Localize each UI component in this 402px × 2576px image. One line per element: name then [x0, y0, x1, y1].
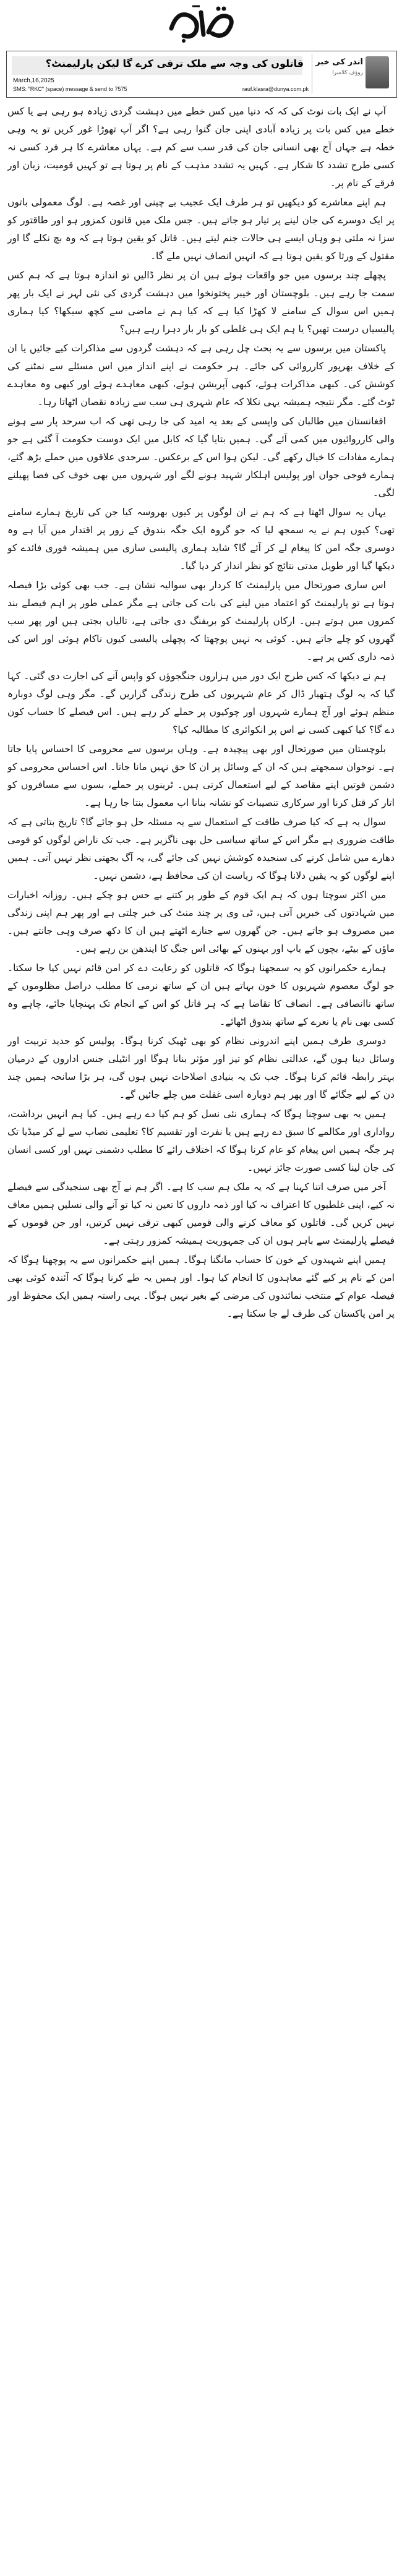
article-paragraph: اس ساری صورتحال میں پارلیمنٹ کا کردار بھی سوالیہ نشان ہے۔ جب بھی کوئی بڑا فیصلہ ہوتا ہے تو پارلیمنٹ کو اعتماد میں لینے کی بات کی جاتی ہے مگر عملی طور پر اہم فیصلے بند کمروں میں ہوتے ہیں۔ ارکان پارلیمنٹ کو بریفنگ دی جاتی ہے، تالیاں بجتی ہیں اور پھر سب گھروں کو چلے جاتے ہیں۔ کوئی یہ نہیں پوچھتا کہ پچھلی پالیسی کیوں ناکام ہوئی اور اس کی ذمہ داری کس پر ہے۔	[7, 580, 395, 662]
author-photo	[366, 56, 389, 88]
column-name: اندر کی خبر	[315, 58, 363, 67]
column-header-banner	[6, 51, 397, 98]
article-paragraph: آخر میں صرف اتنا کہنا ہے کہ یہ ملک ہم سب کا ہے۔ اگر ہم نے آج بھی سنجیدگی سے فیصلے نہ کیے، اپنی غلطیوں کا اعتراف نہ کیا اور ذمہ داروں کا تعین نہ کیا تو آنے والی نسلیں ہمیں معاف نہیں کریں گی۔ قاتلوں کو معاف کرنے والی قومیں کبھی ترقی نہیں کرتیں، اور جن قوموں کے فیصلے پارلیمنٹ سے باہر ہوں ان کی جمہوریت ہمیشہ کمزور رہتی ہے۔	[7, 1181, 395, 1246]
article-paragraph: میں اکثر سوچتا ہوں کہ ہم ایک قوم کے طور پر کتنے بے حس ہو چکے ہیں۔ روزانہ اخبارات میں شہادتوں کی خبریں آتی ہیں، ٹی وی پر چند منٹ کی خبر چلتی ہے اور پھر ہم اپنی زندگی میں مصروف ہو جاتے ہیں۔ جن گھروں سے جنازے اٹھتے ہیں ان کا دکھ صرف وہی جانتے ہیں۔ ماؤں کے بیٹے، بچوں کے باپ اور بہنوں کے بھائی اس جنگ کا ایندھن بن رہے ہیں۔	[7, 889, 395, 954]
author-name: روؤف کلاسرا	[332, 70, 363, 76]
article-paragraph: سوال یہ ہے کہ کیا صرف طاقت کے استعمال سے یہ مسئلہ حل ہو جائے گا؟ تاریخ بتاتی ہے کہ طاقت ضروری ہے مگر اس کے ساتھ سیاسی حل بھی ناگزیر ہے۔ جب تک ناراض لوگوں کو قومی دھارے میں شامل کرنے کی سنجیدہ کوشش نہیں کی جائے گی، یہ آگ بجھتی نظر نہیں آتی۔ ہمیں اپنے لوگوں کو یہ یقین دلانا ہوگا کہ ریاست ان کی محافظ ہے، دشمن نہیں۔	[7, 816, 395, 881]
article-paragraph: دوسری طرف ہمیں اپنے اندرونی نظام کو بھی ٹھیک کرنا ہوگا۔ پولیس کو جدید تربیت اور وسائل دینا ہوں گے، عدالتی نظام کو تیز اور مؤثر بنانا ہوگا اور انٹیلی جنس اداروں کے درمیان بہتر رابطہ قائم کرنا ہوگا۔ جب تک یہ بنیادی اصلاحات نہیں ہوں گی، ہر بڑا سانحہ ہمیں چند دن کے لیے جگائے گا اور پھر ہم دوبارہ اسی غفلت میں چلے جائیں گے۔	[7, 1035, 395, 1100]
article-paragraph: ہمیں یہ بھی سوچنا ہوگا کہ ہماری نئی نسل کو ہم کیا دے رہے ہیں۔ کیا ہم انہیں برداشت، رواداری اور مکالمے کا سبق دے رہے ہیں یا نفرت اور تقسیم کا؟ تعلیمی نصاب سے لے کر میڈیا تک ہر جگہ ہمیں اس پیغام کو عام کرنا ہوگا کہ اختلاف رائے کا مطلب دشمنی نہیں اور کسی انسان کی جان لینا کسی صورت جائز نہیں۔	[7, 1108, 395, 1173]
article-body	[7, 103, 395, 2570]
article-paragraph: آپ نے ایک بات نوٹ کی کہ کہ دنیا میں کس خطے میں دہشت گردی زیادہ ہو رہی ہے یا کس خطے میں کس بات پر زیادہ آبادی اپنی جان گنوا رہی ہے؟ اگر آپ تھوڑا غور کریں تو یہ وہی خطہ ہے جہاں آج بھی انسانی جان کی قدر سب سے کم ہے۔ یہاں معاشرے کا ہر فرد کسی نہ کسی طرح تشدد کا شکار ہے۔ کہیں یہ تشدد مذہب کے نام پر ہوتا ہے تو کہیں قومیت، زبان اور فرقے کے نام پر۔	[7, 106, 395, 189]
article-title: قاتلوں کی وجہ سے ملک ترقی کرے گا لیکن پارلیمنٹ؟	[45, 58, 304, 69]
article-paragraph: بلوچستان میں صورتحال اور بھی پیچیدہ ہے۔ وہاں برسوں سے محرومی کا احساس پایا جاتا ہے۔ نوجوان سمجھتے ہیں کہ ان کے وسائل پر ان کا حق نہیں مانا جاتا۔ اس احساس محرومی کو دشمن قوتیں اپنے مقاصد کے لیے استعمال کرتی ہیں۔ ٹرینوں پر حملے، بسوں سے مسافروں کو اتار کر قتل کرنا اور سرکاری تنصیبات کو نشانہ بنانا اب معمول بنتا جا رہا ہے۔	[7, 743, 395, 808]
column-identity	[312, 54, 391, 93]
dunya-logo	[165, 4, 237, 43]
author-email: rauf.klasra@dunya.com.pk	[242, 86, 309, 92]
article-paragraph: ہم نے دیکھا کہ کس طرح ایک دور میں ہزاروں جنگجوؤں کو واپس آنے کی اجازت دی گئی۔ کہا گیا کہ یہ لوگ ہتھیار ڈال کر عام شہریوں کی طرح زندگی گزاریں گے۔ مگر وہی لوگ دوبارہ منظم ہوئے اور آج ہمارے شہروں اور چوکیوں پر حملے کر رہے ہیں۔ اس فیصلے کا حساب کون دے گا؟ کیا کبھی کسی نے اس پر انکوائری کا مطالبہ کیا؟	[7, 670, 395, 735]
article-paragraph: ہم اپنے معاشرے کو دیکھیں تو ہر طرف ایک عجیب بے چینی اور غصہ ہے۔ لوگ معمولی باتوں پر ایک دوسرے کی جان لینے پر تیار ہو جاتے ہیں۔ جس ملک میں قانون کمزور ہو اور طاقتور کو سزا نہ ملتی ہو وہاں ایسے ہی حالات جنم لیتے ہیں۔ قاتل کو یقین ہوتا ہے کہ وہ بچ نکلے گا اور مقتول کے ورثا کو یقین ہوتا ہے کہ انہیں انصاف نہیں ملے گا۔	[7, 197, 395, 262]
article-paragraph: پاکستان میں برسوں سے یہ بحث چل رہی ہے کہ دہشت گردوں سے مذاکرات کیے جائیں یا ان کے خلاف بھرپور کارروائی کی جائے۔ ہر حکومت نے اپنے انداز میں اس مسئلے سے نمٹنے کی کوشش کی۔ کبھی مذاکرات ہوئے، کبھی آپریشن ہوئے، کبھی معاہدے ہوئے اور کبھی وہ معاہدے ٹوٹ گئے۔ مگر نتیجہ ہمیشہ یہی نکلا کہ عام شہری ہی سب سے زیادہ نقصان اٹھاتا رہا۔	[7, 343, 395, 408]
sms-instruction: SMS: "RKC" (space) message & send to 7575	[13, 86, 127, 92]
article-paragraph: پچھلے چند برسوں میں جو واقعات ہوئے ہیں ان پر نظر ڈالیں تو اندازہ ہوتا ہے کہ ہم کس سمت جا رہے ہیں۔ بلوچستان اور خیبر پختونخوا میں دہشت گردی کی نئی لہر نے ایک بار پھر ہمیں اس سوال کے سامنے لا کھڑا کیا ہے کہ کیا ہم نے ماضی سے کچھ سیکھا؟ کیا ہماری پالیسیاں درست تھیں؟ یا ہم ایک ہی غلطی کو بار بار دہرا رہے ہیں؟	[7, 270, 395, 335]
article-paragraph: افغانستان میں طالبان کی واپسی کے بعد یہ امید کی جا رہی تھی کہ اب سرحد پار سے ہونے والی کارروائیوں میں کمی آئے گی۔ ہمیں بتایا گیا کہ کابل میں ایک دوست حکومت آ گئی ہے جو ہمارے مفادات کا خیال رکھے گی۔ لیکن ہوا اس کے برعکس۔ سرحدی علاقوں میں حملے بڑھ گئے، ہمارے فوجی جوان اور پولیس اہلکار شہید ہونے لگے اور شہروں میں بھی خوف کی فضا پھیلنے لگی۔	[7, 416, 395, 499]
publish-date: March,16,2025	[13, 77, 54, 84]
article-paragraph: یہاں یہ سوال اٹھتا ہے کہ ہم نے ان لوگوں پر کیوں بھروسہ کیا جن کی تاریخ ہمارے سامنے تھی؟ کیوں ہم نے یہ سمجھ لیا کہ جو گروہ ایک جگہ بندوق کے زور پر اقتدار میں آیا ہے وہ دوسری جگہ امن کا پیغام لے کر آئے گا؟ شاید ہماری پالیسی سازی میں ہمیشہ فوری فائدے کو دیکھا گیا اور طویل مدتی نتائج کو نظر انداز کر دیا گیا۔	[7, 507, 395, 571]
newspaper-logo-icon	[165, 4, 237, 43]
article-paragraph: ہمارے حکمرانوں کو یہ سمجھنا ہوگا کہ قاتلوں کو رعایت دے کر امن قائم نہیں کیا جا سکتا۔ جو لوگ معصوم شہریوں کا خون بہاتے ہیں ان کے ساتھ نرمی کا مطلب دراصل مظلوموں کے ساتھ ناانصافی ہے۔ انصاف کا تقاضا ہے کہ ہر قاتل کو اس کے انجام تک پہنچایا جائے، چاہے وہ کسی بھی نام یا نعرے کے ساتھ بندوق اٹھائے۔	[7, 962, 395, 1027]
article-paragraph: ہمیں اپنے شہیدوں کے خون کا حساب مانگنا ہوگا۔ ہمیں اپنے حکمرانوں سے یہ پوچھنا ہوگا کہ امن کے نام پر کیے گئے معاہدوں کا انجام کیا ہوا۔ اور ہمیں یہ طے کرنا ہوگا کہ آئندہ کوئی بھی فیصلہ عوام کے منتخب نمائندوں کی مرضی کے بغیر نہیں ہوگا۔ یہی راستہ ہمیں ایک محفوظ اور پر امن پاکستان کی طرف لے جا سکتا ہے۔	[7, 1254, 395, 1319]
masthead	[0, 0, 402, 49]
